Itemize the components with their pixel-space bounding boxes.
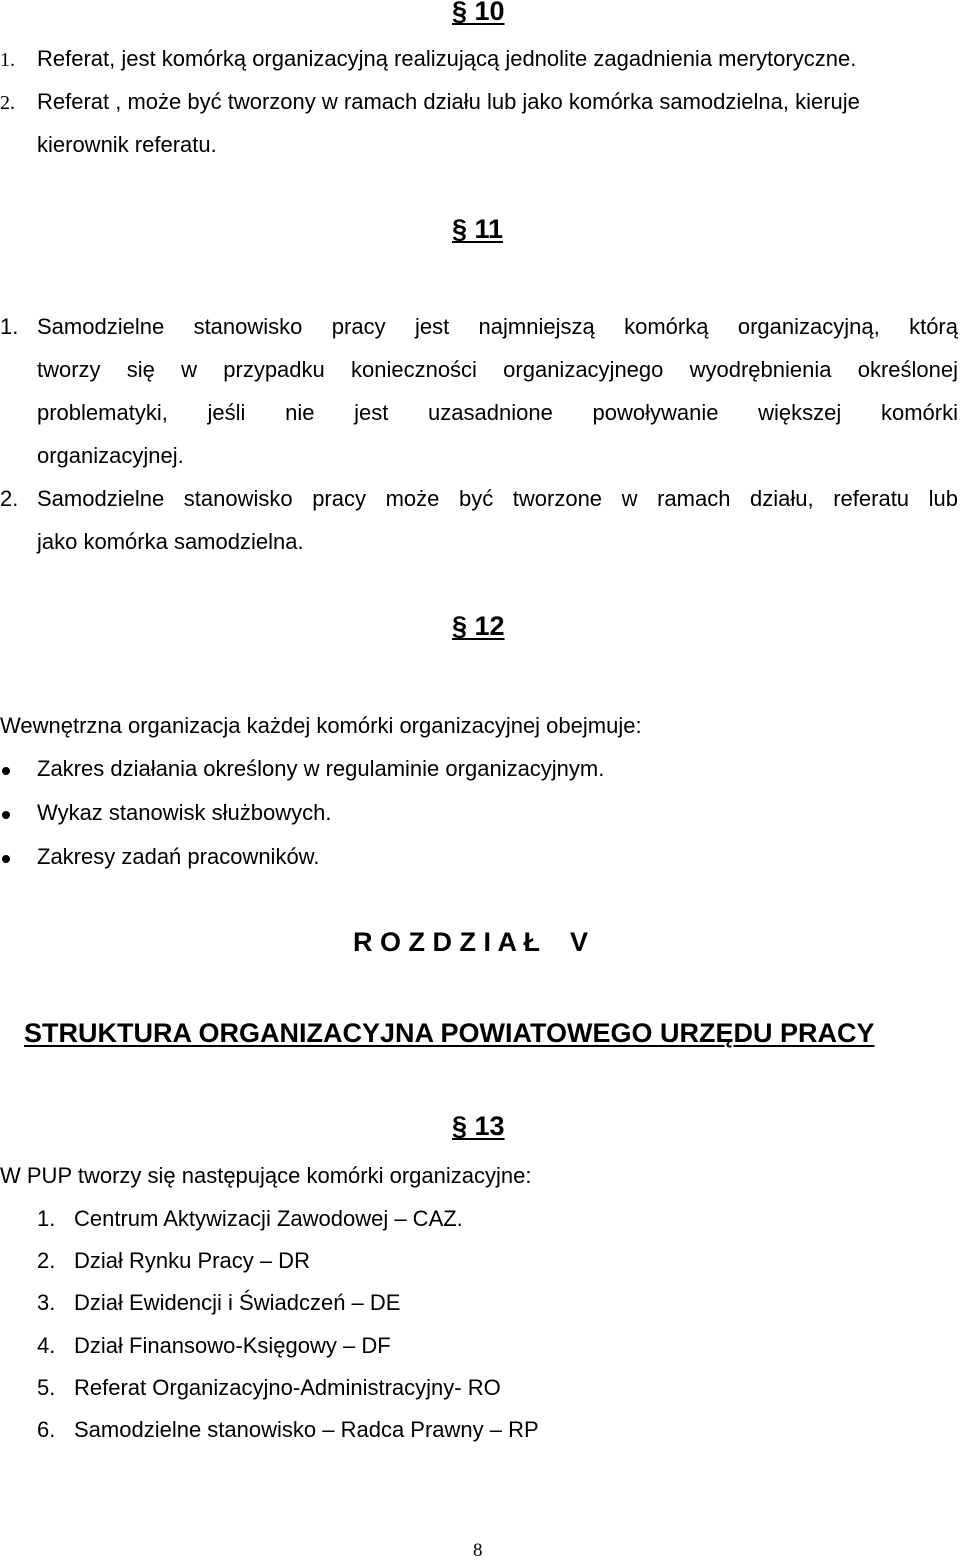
s10-item-1-text: Referat, jest komórką organizacyjną realizującą jednolite zagadnienia merytoryczne. [37, 46, 857, 71]
s13-item-6-text: Samodzielne stanowisko – Radca Prawny – RP [74, 1417, 539, 1442]
chapter-title: R O Z D Z I A Ł V [353, 927, 588, 957]
s10-item-2-line-1: Referat , może być tworzony w ramach działu lub jako komórka samodzielna, kieruje [37, 89, 860, 114]
section-12-heading: § 12 [452, 611, 505, 641]
s12-bullet-3: Zakresy zadań pracowników. [37, 844, 320, 869]
s11-item-1-line-1: Samodzielne stanowisko pracy jest najmniejszą komórką organizacyjną, którą [37, 314, 958, 339]
s11-item-2-line-1: Samodzielne stanowisko pracy może być tworzone w ramach działu, referatu lub [37, 486, 958, 511]
s12-bullet-1: Zakres działania określony w regulaminie organizacyjnym. [37, 756, 605, 781]
s11-item-1-line-2: tworzy się w przypadku konieczności organizacyjnego wyodrębnienia określonej [37, 357, 958, 382]
s12-bullet-2: Wykaz stanowisk służbowych. [37, 800, 332, 825]
s13-item-2-text: Dział Rynku Pracy – DR [74, 1248, 310, 1273]
s10-item-2-line-2: kierownik referatu. [37, 132, 217, 157]
s13-item-4-text: Dział Finansowo-Księgowy – DF [74, 1333, 391, 1358]
s13-item-5-text: Referat Organizacyjno-Administracyjny- RO [74, 1375, 501, 1400]
s11-item-2-number: 2. [0, 486, 19, 511]
bullet-icon [2, 855, 10, 863]
s12-intro: Wewnętrzna organizacja każdej komórki organizacyjnej obejmuje: [0, 713, 642, 738]
section-10-heading: § 10 [452, 0, 505, 26]
page-number: 8 [473, 1540, 483, 1561]
s13-intro: W PUP tworzy się następujące komórki organizacyjne: [0, 1163, 532, 1188]
chapter-subtitle: STRUKTURA ORGANIZACYJNA POWIATOWEGO URZĘDU PRACY [24, 1018, 875, 1048]
section-13-heading: § 13 [452, 1111, 505, 1141]
s13-item-3-text: Dział Ewidencji i Świadczeń – DE [74, 1290, 401, 1315]
bullet-icon [2, 767, 10, 775]
s11-item-1-line-3: problematyki, jeśli nie jest uzasadnione powoływanie większej komórki [37, 400, 958, 425]
s10-item-2-number: 2. [0, 92, 15, 114]
s11-item-2-line-2: jako komórka samodzielna. [37, 529, 304, 554]
s13-item-1-number: 1. [37, 1206, 56, 1231]
bullet-icon [2, 811, 10, 819]
s11-item-1-number: 1. [0, 314, 19, 339]
s13-item-6-number: 6. [37, 1417, 56, 1442]
s13-item-2-number: 2. [37, 1248, 56, 1273]
s13-item-3-number: 3. [37, 1290, 56, 1315]
section-11-heading: § 11 [452, 214, 504, 244]
s11-item-1-line-4: organizacyjnej. [37, 443, 184, 468]
s13-item-1-text: Centrum Aktywizacji Zawodowej – CAZ. [74, 1206, 463, 1231]
s13-item-4-number: 4. [37, 1333, 56, 1358]
s13-item-5-number: 5. [37, 1375, 56, 1400]
s10-item-1-number: 1. [0, 49, 15, 71]
